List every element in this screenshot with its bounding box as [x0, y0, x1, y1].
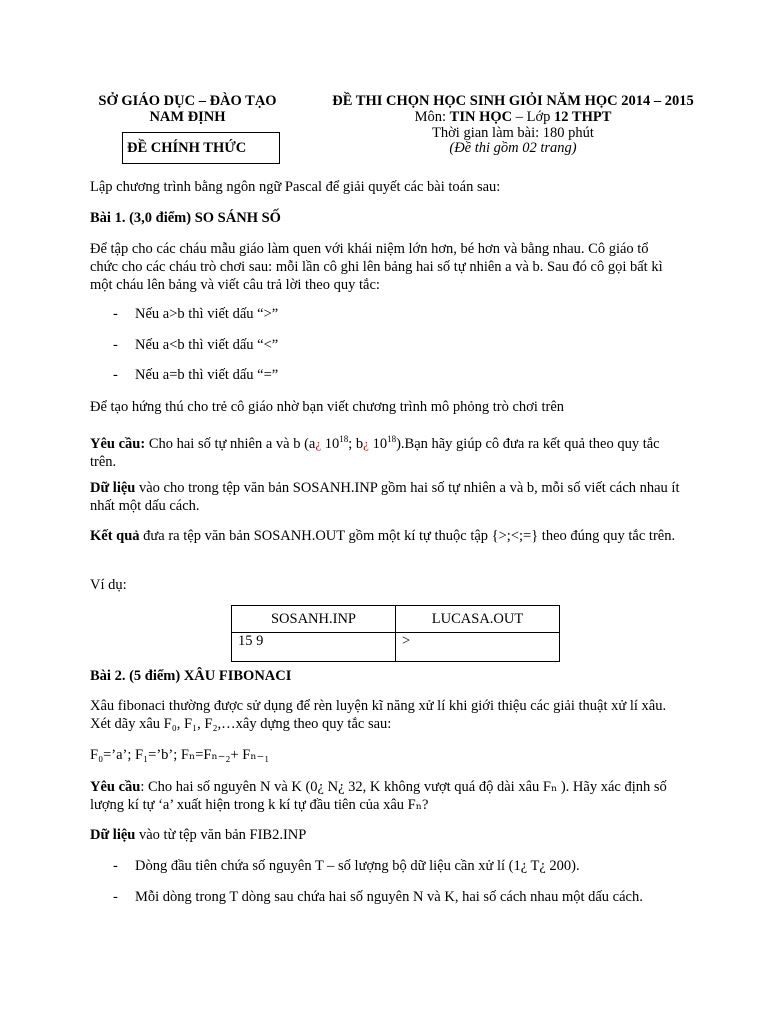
rule-text: Nếu a>b thì viết dấu “>” [135, 306, 279, 322]
input-label: Dữ liệu [90, 480, 136, 496]
problem2-requirement [90, 778, 680, 814]
input-spec-text: Mỗi dòng trong T dòng sau chứa hai số nguyên N và K, hai số cách nhau một dấu cách. [135, 889, 643, 905]
bullet-dash: - [113, 858, 118, 874]
requirement-text: Cho hai số tự nhiên a và b (a [145, 435, 316, 452]
problem1-description: Để tập cho các cháu mẫu giáo làm quen với khái niệm lớn hơn, bé hơn và bằng nhau. Cô giáo tổ chức cho các cháu trò chơi sau: mỗi lần cô ghi lên bảng hai số tự nhiên a và b. Sau đó cô gọi bất kì một cháu lên bảng và viết câu trả lời theo quy tắc: [90, 241, 663, 293]
list-item [113, 889, 643, 906]
requirement-label: Yêu cầu: [90, 435, 146, 452]
exponent: 18 [387, 434, 397, 444]
province-name: NAM ĐỊNH [149, 109, 226, 125]
bullet-dash: - [113, 889, 118, 905]
intro-text: Lập chương trình bằng ngôn ngữ Pascal để giải quyết các bài toán sau: [90, 179, 501, 195]
table-header-input: SOSANH.INP [232, 606, 396, 633]
table-row [232, 633, 560, 662]
problem1-requirement [90, 430, 680, 471]
grade-level: 12 THPT [554, 109, 612, 125]
rule-text: Nếu a=b thì viết dấu “=” [135, 367, 279, 383]
bullet-dash: - [113, 367, 118, 383]
exponent: 18 [339, 434, 349, 444]
list-item [113, 337, 278, 354]
exam-title: ĐỀ THI CHỌN HỌC SINH GIỎI NĂM HỌC 2014 – 2015 [332, 93, 694, 109]
list-item [113, 367, 278, 384]
invalid-char-glyph: ¿ [315, 435, 322, 451]
problem2-title: Bài 2. (5 điểm) XÂU FIBONACI [90, 668, 292, 684]
table-row [232, 606, 560, 633]
requirement-text: : Cho hai số nguyên N và K (0¿ N¿ 32, K không vượt quá độ dài xâu Fₙ ). Hãy xác định số lượng kí tự ‘a’ xuất hiện trong k kí tự đầu tiên của xâu Fₙ? [90, 779, 667, 813]
list-item [113, 858, 580, 875]
input-text: vào từ tệp văn bản FIB2.INP [135, 827, 307, 843]
requirement-text: ).Bạn hãy giúp cô đưa ra kết quả theo quy tắc trên. [90, 435, 660, 470]
list-item [113, 306, 278, 323]
power-base: 10 [321, 435, 340, 452]
example-table [231, 605, 560, 662]
input-text: vào cho trong tệp văn bản SOSANH.INP gồm hai số tự nhiên a và b, mỗi số viết cách nhau ít nhất một dấu cách. [90, 480, 680, 514]
table-header-output: LUCASA.OUT [396, 606, 560, 633]
bullet-dash: - [113, 337, 118, 353]
input-label: Dữ liệu [90, 827, 136, 843]
exam-duration: Thời gian làm bài: 180 phút [432, 125, 594, 141]
input-spec-text: Dòng đầu tiên chứa số nguyên T – số lượng bộ dữ liệu cần xử lí (1¿ T¿ 200). [135, 858, 580, 874]
problem1-input [90, 479, 680, 515]
fibonacci-formula: F₀=’a’; F₁=’b’; Fₙ=Fₙ₋₂+ Fₙ₋₁ [90, 747, 270, 763]
table-cell-input: 15 9 [232, 633, 396, 662]
invalid-char-glyph: ¿ [363, 435, 369, 451]
subject-prefix: Môn: [414, 109, 450, 125]
exam-subject [318, 109, 708, 126]
rule-text: Nếu a<b thì viết dấu “<” [135, 337, 279, 353]
department-name: SỞ GIÁO DỤC – ĐÀO TẠO [98, 93, 277, 109]
subject-separator: – Lớp [512, 109, 555, 125]
problem1-purpose: Để tạo hứng thú cho trẻ cô giáo nhờ bạn viết chương trình mô phỏng trò chơi trên [90, 399, 565, 415]
output-label: Kết quả [90, 528, 140, 544]
output-text: đưa ra tệp văn bản SOSANH.OUT gồm một kí tự thuộc tập {>;<;=} theo đúng quy tắc trên. [139, 528, 676, 544]
problem1-title: Bài 1. (3,0 điểm) SO SÁNH SỐ [90, 210, 281, 226]
problem1-output [90, 527, 680, 545]
problem2-description: Xâu fibonaci thường được sử dụng để rèn luyện kĩ năng xử lí khi giới thiệu các giải thuật xử lí xâu. Xét dãy xâu F₀, F₁, F₂,…xây dựng theo quy tắc sau: [90, 698, 667, 732]
table-cell-output: > [396, 633, 560, 662]
page-count: (Đề thi gồm 02 trang) [449, 140, 577, 156]
power-base: 10 [368, 435, 388, 452]
requirement-text: ; b [348, 435, 364, 452]
requirement-label: Yêu cầu [90, 779, 141, 795]
subject-name: TIN HỌC [449, 109, 513, 125]
example-label: Ví dụ: [90, 577, 127, 593]
bullet-dash: - [113, 306, 118, 322]
official-stamp: ĐỀ CHÍNH THỨC [122, 132, 280, 164]
problem2-input [90, 826, 680, 844]
